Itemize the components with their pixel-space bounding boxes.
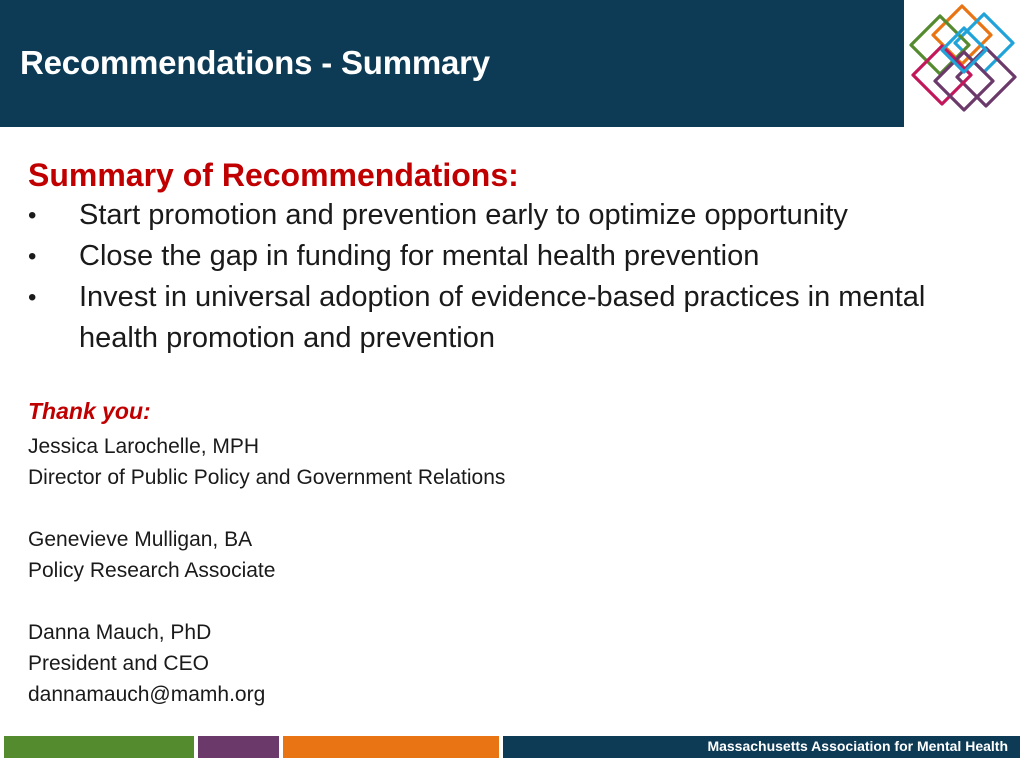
bullet-icon: • — [28, 202, 37, 229]
contact-card — [28, 524, 505, 586]
bullet-icon: • — [28, 284, 37, 311]
contacts-section — [28, 431, 505, 741]
footer-bar-navy — [503, 736, 1020, 758]
contact-title: President and CEO — [28, 652, 209, 675]
recommendation-text: Close the gap in funding for mental health prevention — [79, 240, 760, 272]
footer-bar-purple — [198, 736, 279, 758]
contact-name: Jessica Larochelle, MPH — [28, 435, 260, 458]
mamh-logo-icon — [904, 0, 1024, 127]
contact-name: Genevieve Mulligan, BA — [28, 528, 253, 551]
bullet-icon: • — [28, 243, 37, 270]
contact-title: Director of Public Policy and Government Relations — [28, 466, 506, 489]
recommendation-text: Start promotion and prevention early to optimize opportunity — [79, 199, 848, 231]
logo — [904, 0, 1024, 127]
contact-email: dannamauch@mamh.org — [28, 683, 266, 706]
recommendations-list — [28, 195, 1008, 359]
list-item — [28, 277, 1008, 359]
slide-header — [0, 0, 904, 127]
thank-you-heading: Thank you: — [28, 398, 151, 424]
contact-title: Policy Research Associate — [28, 559, 276, 582]
list-item — [28, 236, 1008, 277]
slide-title: Recommendations - Summary — [20, 44, 490, 81]
contact-card — [28, 431, 505, 493]
footer-bar-orange — [283, 736, 499, 758]
recommendation-text: Invest in universal adoption of evidence-based practices in mental health promotion and prevention — [79, 281, 926, 354]
summary-section — [28, 155, 1008, 359]
footer-organization: Massachusetts Association for Mental Health — [707, 738, 1008, 754]
contact-name: Danna Mauch, PhD — [28, 621, 212, 644]
footer-bar-green — [4, 736, 194, 758]
contact-card — [28, 617, 505, 710]
summary-heading: Summary of Recommendations: — [28, 157, 519, 193]
list-item — [28, 195, 1008, 236]
